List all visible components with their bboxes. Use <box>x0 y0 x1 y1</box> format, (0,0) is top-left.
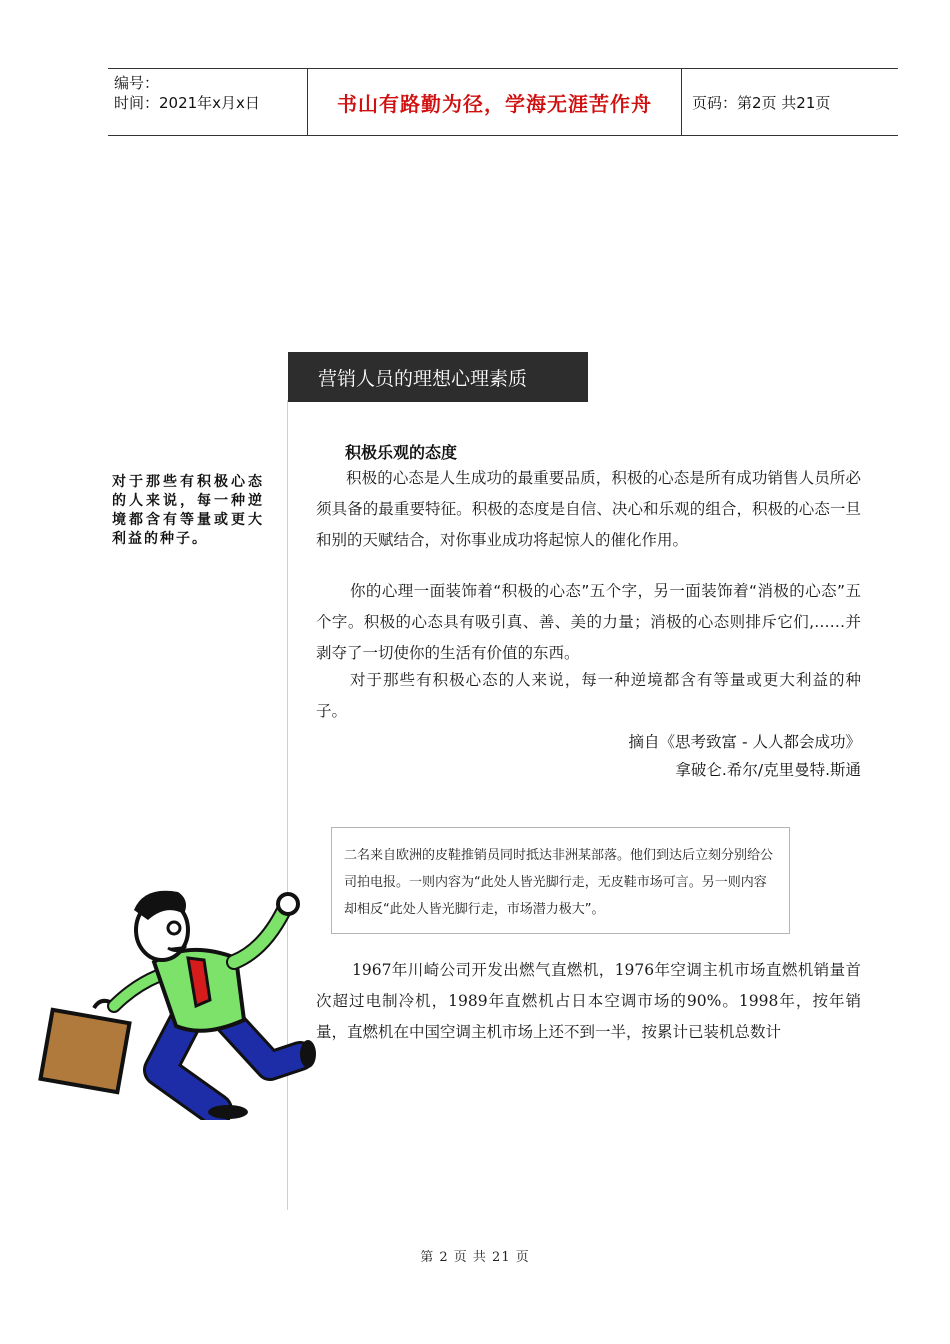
paragraph-positive-mindset: 积极的心态是人生成功的最重要品质，积极的心态是所有成功销售人员所必须具备的最重要特征。积极的态度是自信、决心和乐观的组合，积极的心态一旦和别的天赋结合，对你事业成功将起惊人的催化作用。 <box>316 469 861 549</box>
source-author: 拿破仑.希尔/克里曼特.斯通 <box>675 761 861 779</box>
running-salesman-illustration <box>38 880 338 1120</box>
header-motto-cell <box>308 69 682 135</box>
paragraph-two-sides: 你的心理一面装饰着“积极的心态”五个字，另一面装饰着“消极的心态”五个字。积极的心态具有吸引真、善、美的力量；消极的心态则排斥它们,……并剥夺了一切使你的生活有价值的东西。 <box>316 582 861 662</box>
sidebar-quote: 对于那些有积极心态的人来说，每一种逆境都含有等量或更大利益的种子。 <box>112 474 264 547</box>
source-book: 摘自《思考致富 - 人人都会成功》 <box>628 733 861 751</box>
document-date: 时间：2021年x月x日 <box>114 94 260 112</box>
content-heading: 积极乐观的态度 <box>345 443 458 462</box>
shoe-salesman-story-box: 二名来自欧洲的皮鞋推销员同时抵达非洲某部落。他们到达后立刻分别给公司拍电报。一则内容为“此处人皆光脚行走，无皮鞋市场可言。另一则内容却相反“此处人皆光脚行走，市场潜力极大”。 <box>331 827 790 934</box>
paragraph-kawasaki: 1967年川崎公司开发出燃气直燃机，1976年空调主机市场直燃机销量首次超过电制冷机，1989年直燃机占日本空调市场的90%。1998年，按年销量，直燃机在中国空调主机市场上还不到一半，按累计已装机总数计 <box>316 961 861 1041</box>
header-meta <box>108 69 308 135</box>
briefcase-icon <box>41 1001 130 1092</box>
page-header <box>108 68 898 136</box>
page-footer: 第 2 页 共 21 页 <box>420 1250 530 1265</box>
paragraph-adversity: 对于那些有积极心态的人来说，每一种逆境都含有等量或更大利益的种子。 <box>316 671 861 720</box>
document-number-label: 编号： <box>114 74 160 92</box>
header-page-code: 页码：第2页 共21页 <box>692 93 831 112</box>
header-motto: 书山有路勤为径，学海无涯苦作舟 <box>337 91 652 116</box>
section-title: 营销人员的理想心理素质 <box>288 352 588 402</box>
